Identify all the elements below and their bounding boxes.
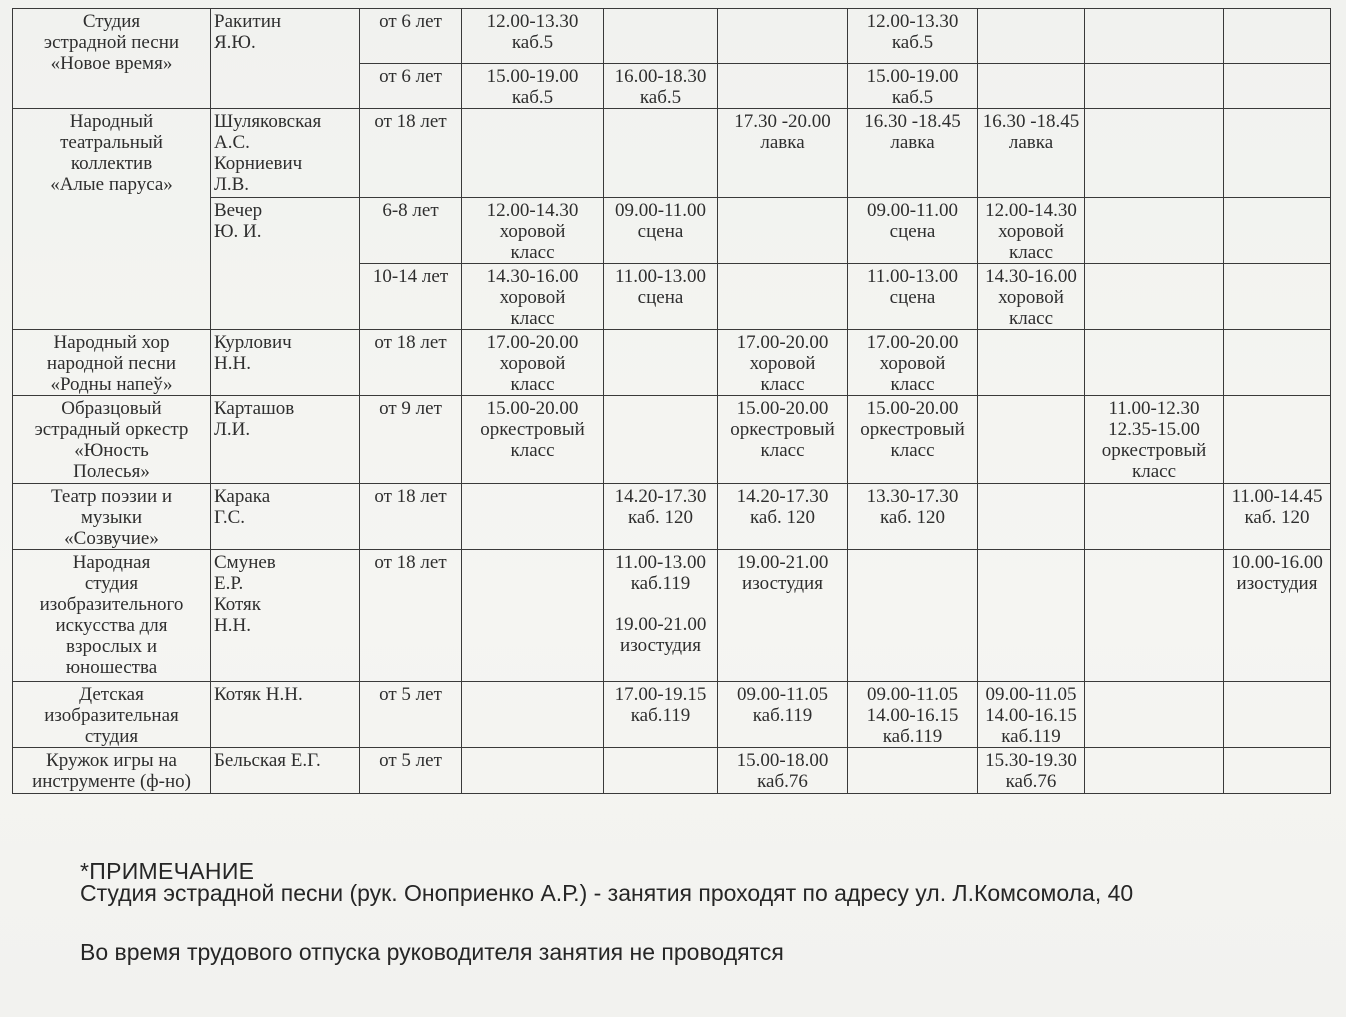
cell-line: Е.Р. — [214, 573, 244, 594]
cell-line: 14.20-17.30 — [736, 486, 829, 507]
cell-line: каб.5 — [511, 32, 554, 53]
time-cell-wed — [718, 396, 848, 484]
time-cell-wed — [718, 484, 848, 550]
cell-line: класс — [510, 308, 555, 329]
cell-line: изостудия — [620, 635, 701, 656]
studio-name-cell — [13, 748, 211, 794]
cell-line: театральный — [60, 132, 163, 153]
cell-line: 13.30-17.30 — [866, 486, 959, 507]
cell-line: Ю. И. — [214, 221, 262, 242]
age-cell: от 9 лет — [360, 396, 462, 484]
cell-line: Бельская Е.Г. — [214, 750, 321, 771]
leader-cell — [211, 484, 360, 550]
time-cell-tue — [604, 64, 718, 109]
cell-line: «Родны напеў» — [50, 374, 173, 395]
time-cell-sun — [1224, 484, 1331, 550]
table-row — [13, 198, 1331, 264]
cell-line: студия — [84, 573, 139, 594]
cell-line: инструменте (ф-но) — [32, 771, 191, 792]
time-cell-wed — [718, 264, 848, 330]
cell-line: Детская — [79, 684, 144, 705]
leader-cell — [211, 682, 360, 748]
cell-line: лавка — [760, 132, 805, 153]
cell-line: 19.00-21.00 — [614, 614, 707, 635]
cell-line: класс — [1008, 242, 1053, 263]
age-cell: от 18 лет — [360, 330, 462, 396]
leader-cell — [211, 109, 360, 198]
cell-line: 17.00-20.00 — [736, 332, 829, 353]
table-row — [13, 550, 1331, 682]
cell-line: Народный — [69, 111, 154, 132]
leader-cell — [211, 330, 360, 396]
note-address: Студия эстрадной песни (рук. Оноприенко А.Р.) - занятия проходят по адресу ул. Л.Комсомола, 40 — [80, 880, 1134, 906]
time-cell-tue — [604, 550, 718, 682]
table-row — [13, 109, 1331, 198]
cell-line: каб.119 — [1001, 726, 1061, 747]
cell-line: хоровой — [879, 353, 946, 374]
cell-line: Корниевич — [214, 153, 303, 174]
time-cell-fri — [978, 264, 1085, 330]
cell-line: каб.5 — [511, 87, 554, 108]
time-cell-wed — [718, 198, 848, 264]
leader-cell — [211, 9, 360, 109]
time-cell-wed — [718, 550, 848, 682]
table-row — [13, 330, 1331, 396]
cell-line: Котяк — [214, 594, 261, 615]
cell-line: 16.30 -18.45 — [982, 111, 1080, 132]
table-row — [13, 484, 1331, 550]
cell-line: 14.30-16.00 — [985, 266, 1077, 287]
time-cell-sat — [1085, 109, 1224, 198]
time-cell-wed — [718, 109, 848, 198]
time-cell-sun — [1224, 64, 1331, 109]
age-cell: от 5 лет — [360, 682, 462, 748]
time-cell-thu — [848, 550, 978, 682]
time-cell-fri — [978, 198, 1085, 264]
cell-line: сцена — [889, 221, 936, 242]
time-cell-tue — [604, 198, 718, 264]
cell-line: Г.С. — [214, 507, 246, 528]
table-row — [13, 682, 1331, 748]
time-cell-sat — [1085, 396, 1224, 484]
cell-line: 16.00-18.30 — [614, 66, 707, 87]
cell-line: каб.119 — [882, 726, 943, 747]
cell-line: 16.30 -18.45 — [864, 111, 961, 132]
cell-line: Кружок игры на — [46, 750, 177, 771]
cell-line: 15.00-20.00 — [866, 398, 959, 419]
time-cell-sat — [1085, 748, 1224, 794]
time-cell-mon — [462, 748, 604, 794]
age-cell: 10-14 лет — [360, 264, 462, 330]
cell-line: 15.00-19.00 — [866, 66, 959, 87]
cell-line: класс — [760, 440, 805, 461]
cell-line: Курлович — [214, 332, 292, 353]
cell-line: 10.00-16.00 — [1231, 552, 1323, 573]
cell-line: хоровой — [749, 353, 816, 374]
cell-line: класс — [510, 242, 555, 263]
cell-line: хоровой — [499, 287, 566, 308]
time-cell-sun — [1224, 264, 1331, 330]
cell-line: класс — [510, 374, 555, 395]
age-cell: 6-8 лет — [360, 198, 462, 264]
time-cell-wed — [718, 9, 848, 64]
cell-line: Карташов — [214, 398, 295, 419]
cell-line: каб.76 — [757, 771, 808, 792]
studio-name-cell — [13, 682, 211, 748]
studio-name-cell — [13, 396, 211, 484]
cell-line: каб.119 — [752, 705, 813, 726]
cell-line: каб. 120 — [627, 507, 694, 528]
cell-line: студия — [84, 726, 139, 747]
time-cell-mon — [462, 264, 604, 330]
cell-line: класс — [890, 440, 935, 461]
cell-line: класс — [1131, 461, 1176, 482]
time-cell-sat — [1085, 550, 1224, 682]
cell-line: 09.00-11.00 — [614, 200, 707, 221]
time-cell-sun — [1224, 109, 1331, 198]
time-cell-thu — [848, 264, 978, 330]
time-cell-fri — [978, 64, 1085, 109]
cell-line: Народная — [72, 552, 151, 573]
time-cell-sat — [1085, 330, 1224, 396]
cell-line: 19.00-21.00 — [736, 552, 829, 573]
table-row — [13, 396, 1331, 484]
studio-name-cell — [13, 9, 211, 109]
cell-line: 11.00-13.00 — [866, 266, 959, 287]
time-cell-mon — [462, 330, 604, 396]
cell-line: 15.00-20.00 — [736, 398, 829, 419]
cell-line: Карака — [214, 486, 271, 507]
cell-line: каб. 120 — [879, 507, 946, 528]
leader-cell — [211, 550, 360, 682]
time-cell-thu — [848, 330, 978, 396]
cell-line: 11.00-12.30 — [1108, 398, 1200, 419]
studio-name-cell — [13, 198, 211, 330]
cell-line: класс — [760, 374, 805, 395]
cell-line: Смунев — [214, 552, 276, 573]
cell-line: лавка — [1008, 132, 1054, 153]
cell-line: 15.00-20.00 — [486, 398, 579, 419]
time-cell-thu — [848, 109, 978, 198]
cell-line: Я.Ю. — [214, 32, 256, 53]
cell-line: каб. 120 — [1244, 507, 1310, 528]
cell-line: изостудия — [1236, 573, 1318, 594]
leader-cell — [211, 748, 360, 794]
time-cell-fri — [978, 748, 1085, 794]
time-cell-mon — [462, 484, 604, 550]
cell-line: каб.5 — [891, 32, 934, 53]
time-cell-sat — [1085, 682, 1224, 748]
time-cell-fri — [978, 396, 1085, 484]
table-row — [13, 748, 1331, 794]
time-cell-mon — [462, 9, 604, 64]
cell-line: искусства для — [55, 615, 168, 636]
cell-line — [607, 594, 714, 614]
cell-line: изостудия — [742, 573, 823, 594]
cell-line: каб.76 — [1005, 771, 1057, 792]
time-cell-sat — [1085, 198, 1224, 264]
time-cell-mon — [462, 682, 604, 748]
time-cell-sun — [1224, 330, 1331, 396]
cell-line: «Созвучие» — [64, 528, 159, 549]
time-cell-sun — [1224, 550, 1331, 682]
time-cell-sat — [1085, 264, 1224, 330]
note-vacation: Во время трудового отпуска руководителя занятия не проводятся — [80, 939, 784, 965]
cell-line: сцена — [889, 287, 936, 308]
cell-line: 17.00-20.00 — [866, 332, 959, 353]
cell-line: Н.Н. — [214, 353, 251, 374]
time-cell-fri — [978, 550, 1085, 682]
cell-line: 09.00-11.05 — [736, 684, 829, 705]
age-cell: от 18 лет — [360, 109, 462, 198]
cell-line: 17.30 -20.00 — [734, 111, 831, 132]
cell-line: Образцовый — [61, 398, 162, 419]
cell-line: эстрадный оркестр — [34, 419, 189, 440]
time-cell-tue — [604, 330, 718, 396]
age-cell: от 6 лет — [360, 64, 462, 109]
time-cell-thu — [848, 748, 978, 794]
cell-line: каб.119 — [630, 705, 691, 726]
time-cell-wed — [718, 748, 848, 794]
cell-line: каб. 120 — [749, 507, 816, 528]
time-cell-fri — [978, 330, 1085, 396]
cell-line: 14.20-17.30 — [614, 486, 707, 507]
cell-line: А.С. — [214, 132, 250, 153]
time-cell-sun — [1224, 198, 1331, 264]
cell-line: Н.Н. — [214, 615, 251, 636]
cell-line: класс — [890, 374, 935, 395]
cell-line: 11.00-13.00 — [614, 552, 707, 573]
time-cell-sun — [1224, 748, 1331, 794]
cell-line: оркестровый — [480, 419, 585, 440]
studio-name-cell — [13, 550, 211, 682]
cell-line: Театр поэзии и — [50, 486, 173, 507]
time-cell-sat — [1085, 9, 1224, 64]
time-cell-sun — [1224, 682, 1331, 748]
cell-line: Шуляковская — [214, 111, 322, 132]
cell-line: оркестровый — [1101, 440, 1207, 461]
cell-line: 17.00-20.00 — [486, 332, 579, 353]
age-cell: от 6 лет — [360, 9, 462, 64]
age-cell: от 5 лет — [360, 748, 462, 794]
cell-line: 12.00-14.30 — [486, 200, 579, 221]
cell-line: хоровой — [499, 353, 566, 374]
cell-line: Котяк Н.Н. — [214, 684, 303, 705]
cell-line: оркестровый — [860, 419, 965, 440]
cell-line: класс — [1008, 308, 1053, 329]
cell-line: Студия — [82, 11, 141, 32]
studio-name-cell — [13, 484, 211, 550]
cell-line: 15.00-18.00 — [736, 750, 829, 771]
cell-line: 15.00-19.00 — [486, 66, 579, 87]
cell-line: хоровой — [499, 221, 566, 242]
cell-line: 09.00-11.05 — [866, 684, 959, 705]
time-cell-sun — [1224, 396, 1331, 484]
time-cell-tue — [604, 9, 718, 64]
time-cell-thu — [848, 64, 978, 109]
cell-line: 15.30-19.30 — [985, 750, 1077, 771]
cell-line: 14.30-16.00 — [486, 266, 579, 287]
time-cell-mon — [462, 550, 604, 682]
cell-line: 09.00-11.00 — [866, 200, 959, 221]
studio-name-cell — [13, 330, 211, 396]
schedule-table — [12, 8, 1331, 794]
leader-cell — [211, 396, 360, 484]
time-cell-thu — [848, 396, 978, 484]
cell-line: каб.119 — [630, 573, 691, 594]
cell-line: Вечер — [214, 200, 263, 221]
time-cell-tue — [604, 264, 718, 330]
leader-cell — [211, 198, 360, 330]
time-cell-tue — [604, 682, 718, 748]
age-cell: от 18 лет — [360, 484, 462, 550]
time-cell-mon — [462, 64, 604, 109]
time-cell-tue — [604, 748, 718, 794]
time-cell-sun — [1224, 9, 1331, 64]
cell-line: сцена — [637, 287, 684, 308]
studio-name-cell — [13, 109, 211, 198]
cell-line: оркестровый — [730, 419, 835, 440]
cell-line: каб.5 — [891, 87, 934, 108]
table-row — [13, 9, 1331, 64]
cell-line: 14.00-16.15 — [866, 705, 959, 726]
cell-line: «Новое время» — [50, 53, 173, 74]
cell-line: 12.00-13.30 — [866, 11, 959, 32]
cell-line: изобразительного — [39, 594, 184, 615]
time-cell-tue — [604, 109, 718, 198]
cell-line: класс — [510, 440, 555, 461]
time-cell-sat — [1085, 484, 1224, 550]
cell-line: изобразительная — [44, 705, 179, 726]
cell-line: 17.00-19.15 — [614, 684, 707, 705]
cell-line: 12.00-14.30 — [985, 200, 1077, 221]
time-cell-wed — [718, 682, 848, 748]
time-cell-mon — [462, 396, 604, 484]
time-cell-thu — [848, 484, 978, 550]
cell-line: «Юность — [74, 440, 149, 461]
time-cell-fri — [978, 682, 1085, 748]
cell-line: «Алые паруса» — [50, 174, 173, 195]
age-cell: от 18 лет — [360, 550, 462, 682]
time-cell-tue — [604, 396, 718, 484]
time-cell-sat — [1085, 64, 1224, 109]
cell-line: 14.00-16.15 — [985, 705, 1077, 726]
time-cell-thu — [848, 9, 978, 64]
cell-line: 12.00-13.30 — [486, 11, 579, 32]
cell-line: хоровой — [998, 287, 1064, 308]
cell-line: сцена — [637, 221, 684, 242]
cell-line: Полесья» — [73, 461, 150, 482]
cell-line: юношества — [65, 657, 158, 678]
time-cell-tue — [604, 484, 718, 550]
note-title: *ПРИМЕЧАНИЕ — [80, 858, 255, 884]
cell-line: Народный хор — [53, 332, 170, 353]
cell-line: каб.5 — [639, 87, 682, 108]
cell-line: Ракитин — [214, 11, 282, 32]
cell-line: музыки — [80, 507, 143, 528]
time-cell-fri — [978, 484, 1085, 550]
time-cell-thu — [848, 682, 978, 748]
time-cell-thu — [848, 198, 978, 264]
time-cell-wed — [718, 64, 848, 109]
cell-line: 11.00-13.00 — [614, 266, 707, 287]
cell-line: эстрадной песни — [43, 32, 180, 53]
cell-line: Л.В. — [214, 174, 250, 195]
time-cell-fri — [978, 109, 1085, 198]
time-cell-wed — [718, 330, 848, 396]
time-cell-mon — [462, 198, 604, 264]
cell-line: народной песни — [46, 353, 177, 374]
cell-line: 12.35-15.00 — [1108, 419, 1200, 440]
cell-line: 11.00-14.45 — [1231, 486, 1323, 507]
time-cell-fri — [978, 9, 1085, 64]
cell-line: хоровой — [998, 221, 1064, 242]
cell-line: 09.00-11.05 — [985, 684, 1077, 705]
cell-line: коллектив — [70, 153, 153, 174]
cell-line: Л.И. — [214, 419, 251, 440]
cell-line: лавка — [890, 132, 935, 153]
time-cell-mon — [462, 109, 604, 198]
cell-line: взрослых и — [65, 636, 158, 657]
